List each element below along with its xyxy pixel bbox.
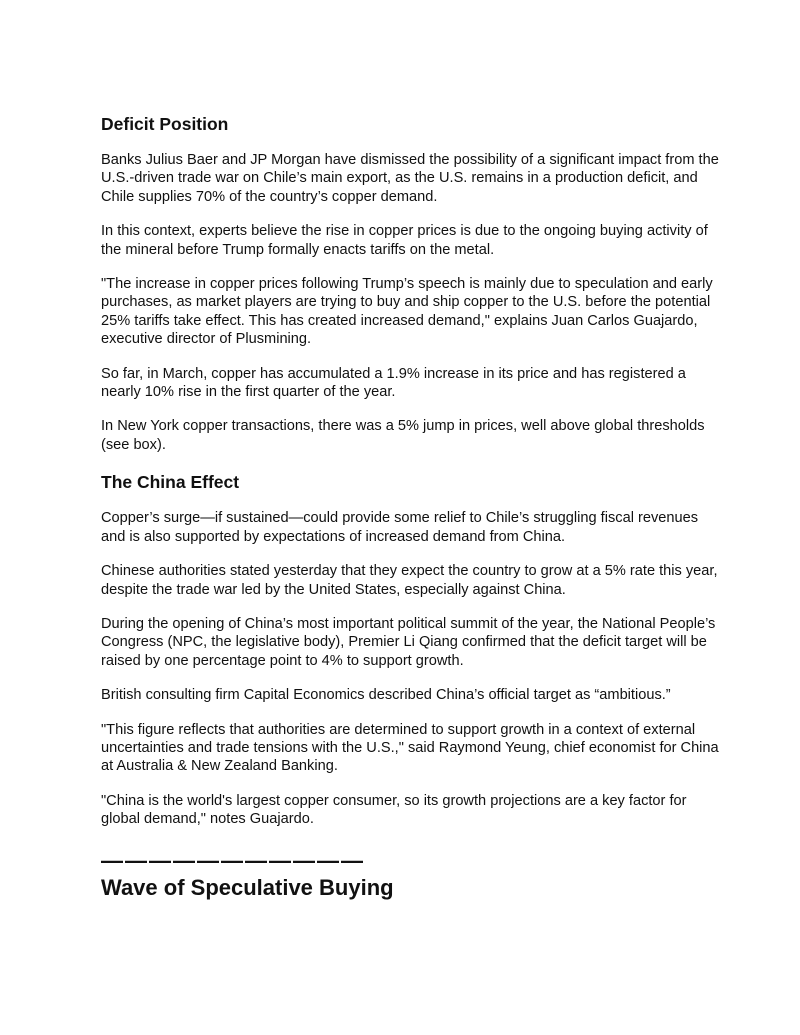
paragraph: Banks Julius Baer and JP Morgan have dismissed the possibility of a significant impact from the U.S.-driven trade war on Chile’s main export, as the U.S. remains in a production deficit, and Chile supplies 70% of the country’s copper demand. [101,152,719,205]
dash-divider: ——————————— [101,847,365,873]
paragraph: "The increase in copper prices following Trump’s speech is mainly due to speculation and early purchases, as market players are trying to buy and ship copper to the U.S. before the potential 25% tariffs take effect. This has created increased demand," explains Juan Carlos Guajardo, executive director of Plusmining. [101,276,713,348]
paragraph: During the opening of China’s most important political summit of the year, the National People’s Congress (NPC, the legislative body), Premier Li Qiang confirmed that the deficit target will be raised by one percentage point to 4% to support growth. [101,615,716,669]
paragraph: Chinese authorities stated yesterday that they expect the country to grow at a 5% rate this year, despite the trade war led by the United States, especially against China. [101,563,718,598]
paragraph: British consulting firm Capital Economics described China’s official target as “ambitious.” [101,687,671,704]
paragraph: "China is the world's largest copper consumer, so its growth projections are a key factor for global demand," notes Guajardo. [101,792,687,828]
document-page [101,112,721,903]
paragraph: So far, in March, copper has accumulated a 1.9% increase in its price and has registered a nearly 10% rise in the first quarter of the year. [101,365,686,401]
paragraph: Copper’s surge—if sustained—could provide some relief to Chile’s struggling fiscal revenues and is also supported by expectations of increased demand from China. [101,510,699,545]
section-heading-speculative-buying: Wave of Speculative Buying [101,874,394,900]
paragraph: In New York copper transactions, there was a 5% jump in prices, well above global thresholds (see box). [101,418,705,453]
paragraph: In this context, experts believe the rise in copper prices is due to the ongoing buying activity of the mineral before Trump formally enacts tariffs on the metal. [101,223,708,258]
section-heading-deficit-position: Deficit Position [101,114,229,134]
section-heading-china-effect: The China Effect [101,472,240,493]
paragraph: "This figure reflects that authorities are determined to support growth in a context of external uncertainties and trade tensions with the U.S.," said Raymond Yeung, chief economist for China at Australia & New Zealand Banking. [101,721,719,775]
